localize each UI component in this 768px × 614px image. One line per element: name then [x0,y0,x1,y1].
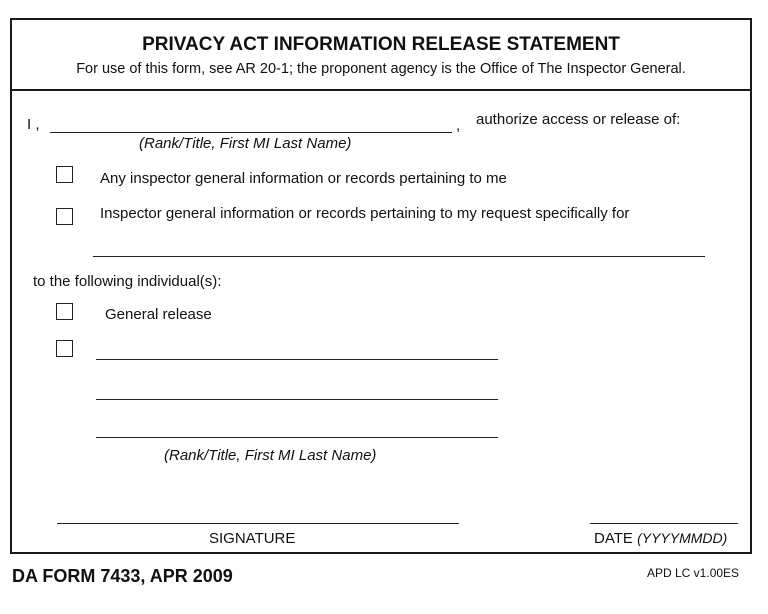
general-release-label: General release [105,306,212,323]
form-version: APD LC v1.00ES [647,566,740,580]
specific-request-line [93,256,705,257]
recipient-line-1-input[interactable] [96,341,496,359]
recipient-name-caption: (Rank/Title, First MI Last Name) [164,447,377,464]
general-release-checkbox[interactable] [56,303,73,320]
specific-request-input[interactable] [93,238,703,256]
any-info-label: Any inspector general information or records pertaining to me [100,170,507,187]
recipients-intro: to the following individual(s): [33,273,222,290]
specific-info-checkbox[interactable] [56,208,73,225]
date-line [590,523,738,524]
any-info-checkbox[interactable] [56,166,73,183]
authorizer-name-input[interactable] [50,114,450,132]
recipient-line-2-input[interactable] [96,381,496,399]
signature-label: SIGNATURE [209,530,296,547]
authorization-prefix: I , [27,116,40,133]
recipient-line-3-input[interactable] [96,419,496,437]
authorization-comma: , [456,117,461,134]
named-recipient-checkbox[interactable] [56,340,73,357]
signature-line [57,523,459,524]
date-label-group [594,530,727,547]
form-subtitle: For use of this form, see AR 20-1; the proponent agency is the Office of The Inspector General. [76,61,686,77]
authorizer-name-line [50,132,452,133]
date-label: DATE [594,530,633,547]
authorizer-name-caption: (Rank/Title, First MI Last Name) [139,135,352,152]
form-identifier: DA FORM 7433, APR 2009 [12,566,233,586]
specific-info-label: Inspector general information or records pertaining to my request specifically for [100,205,630,222]
form-title: PRIVACY ACT INFORMATION RELEASE STATEMENT [142,34,620,55]
header-divider [10,89,752,91]
authorization-suffix: authorize access or release of: [476,111,681,128]
date-format-hint: (YYYYMMDD) [637,530,728,546]
recipient-line-2 [96,399,498,400]
recipient-line-1 [96,359,498,360]
recipient-line-3 [96,437,498,438]
